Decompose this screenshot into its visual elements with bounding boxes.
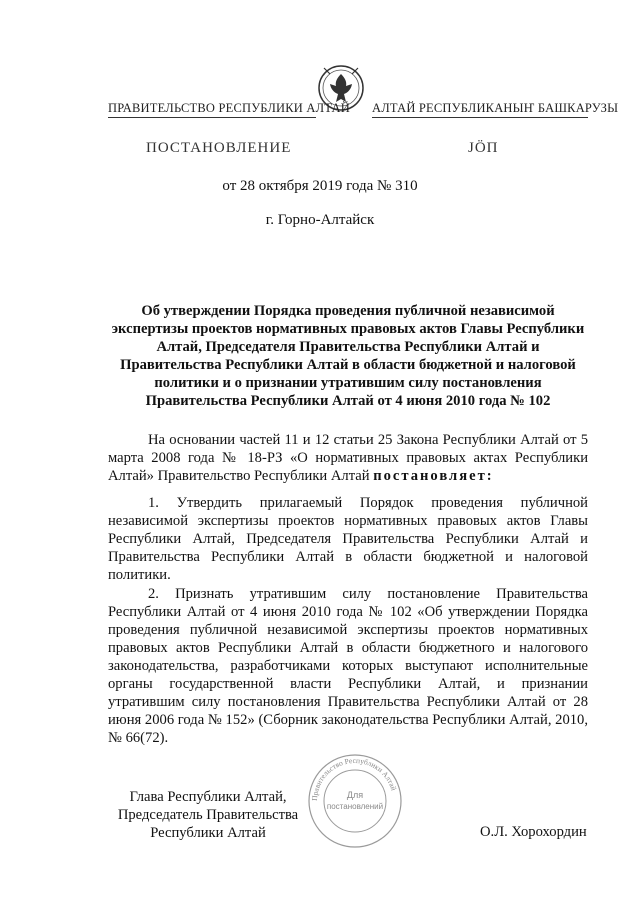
document-date-number: от 28 октября 2019 года № 310 [222, 178, 418, 194]
intro-paragraph [108, 431, 588, 485]
list-item: 1. Утвердить прилагаемый Порядок проведения публичной независимой экспертизы проектов нормативных правовых актов Главы Республики Алтай, Председателя Правительства Республики Алтай и Правительства Республики Алтай в области бюджетной и налоговой политики. [108, 495, 588, 583]
stamp-center-text: постановлений [326, 802, 384, 811]
signer-name: О.Л. Хорохордин [480, 824, 587, 840]
government-name-russian: ПРАВИТЕЛЬСТВО РЕСПУБЛИКИ АЛТАЙ [108, 101, 350, 115]
doctype-russian: ПОСТАНОВЛЕНИЕ [146, 140, 292, 156]
intro-emphasis: постановляет: [373, 468, 494, 484]
signer-title [108, 788, 308, 842]
document-title: Об утверждении Порядка проведения публичной независимой экспертизы проектов нормативных правовых актов Главы Республики Алтай, Председателя Правительства Республики Алтай и Правительства Республики Алтай в области бюджетной и налоговой политики и о признании утратившим силу постановления Правительства Республики Алтай от 4 июня 2010 года № 102 [111, 303, 585, 409]
signer-title-line: Председатель Правительства [117, 807, 299, 823]
stamp-ring-text: Правительство Республики Алтай [309, 755, 399, 802]
document-city: г. Горно-Алтайск [265, 212, 375, 228]
stamp-center-text: Для [346, 790, 364, 800]
government-name-altai: АЛТАЙ РЕСПУБЛИКАНЫҤ БАШКАРУЗЫ [372, 101, 619, 115]
list-item: 2. Признать утратившим силу постановление Правительства Республики Алтай от 4 июня 2010 года № 102 «Об утверждении Порядка проведения публичной независимой экспертизы проектов нормативных правовых актов Республики Алтай в области бюджетного и налогового законодательства, разработчиками которых выступают исполнительные органы государственной власти Республики Алтай, и признании утратившим силу постановления Правительства Республики Алтай от 28 июня 2006 года № 152» (Сборник законодательства Республики Алтай, 2010, № 66(72). [108, 586, 588, 746]
header-rule-right [372, 117, 588, 118]
intro-text: На основании частей 11 и 12 статьи 25 Закона Республики Алтай от 5 марта 2008 года № 18-РЗ «О нормативных правовых актах Республики Алтай» Правительство Республики Алтай [108, 432, 588, 484]
signer-title-line: Глава Республики Алтай, [129, 789, 287, 805]
official-stamp [306, 752, 404, 850]
doctype-altai: ЈӦП [468, 140, 499, 156]
signer-title-line: Республики Алтай [150, 825, 266, 841]
header-rule-left [108, 117, 316, 118]
